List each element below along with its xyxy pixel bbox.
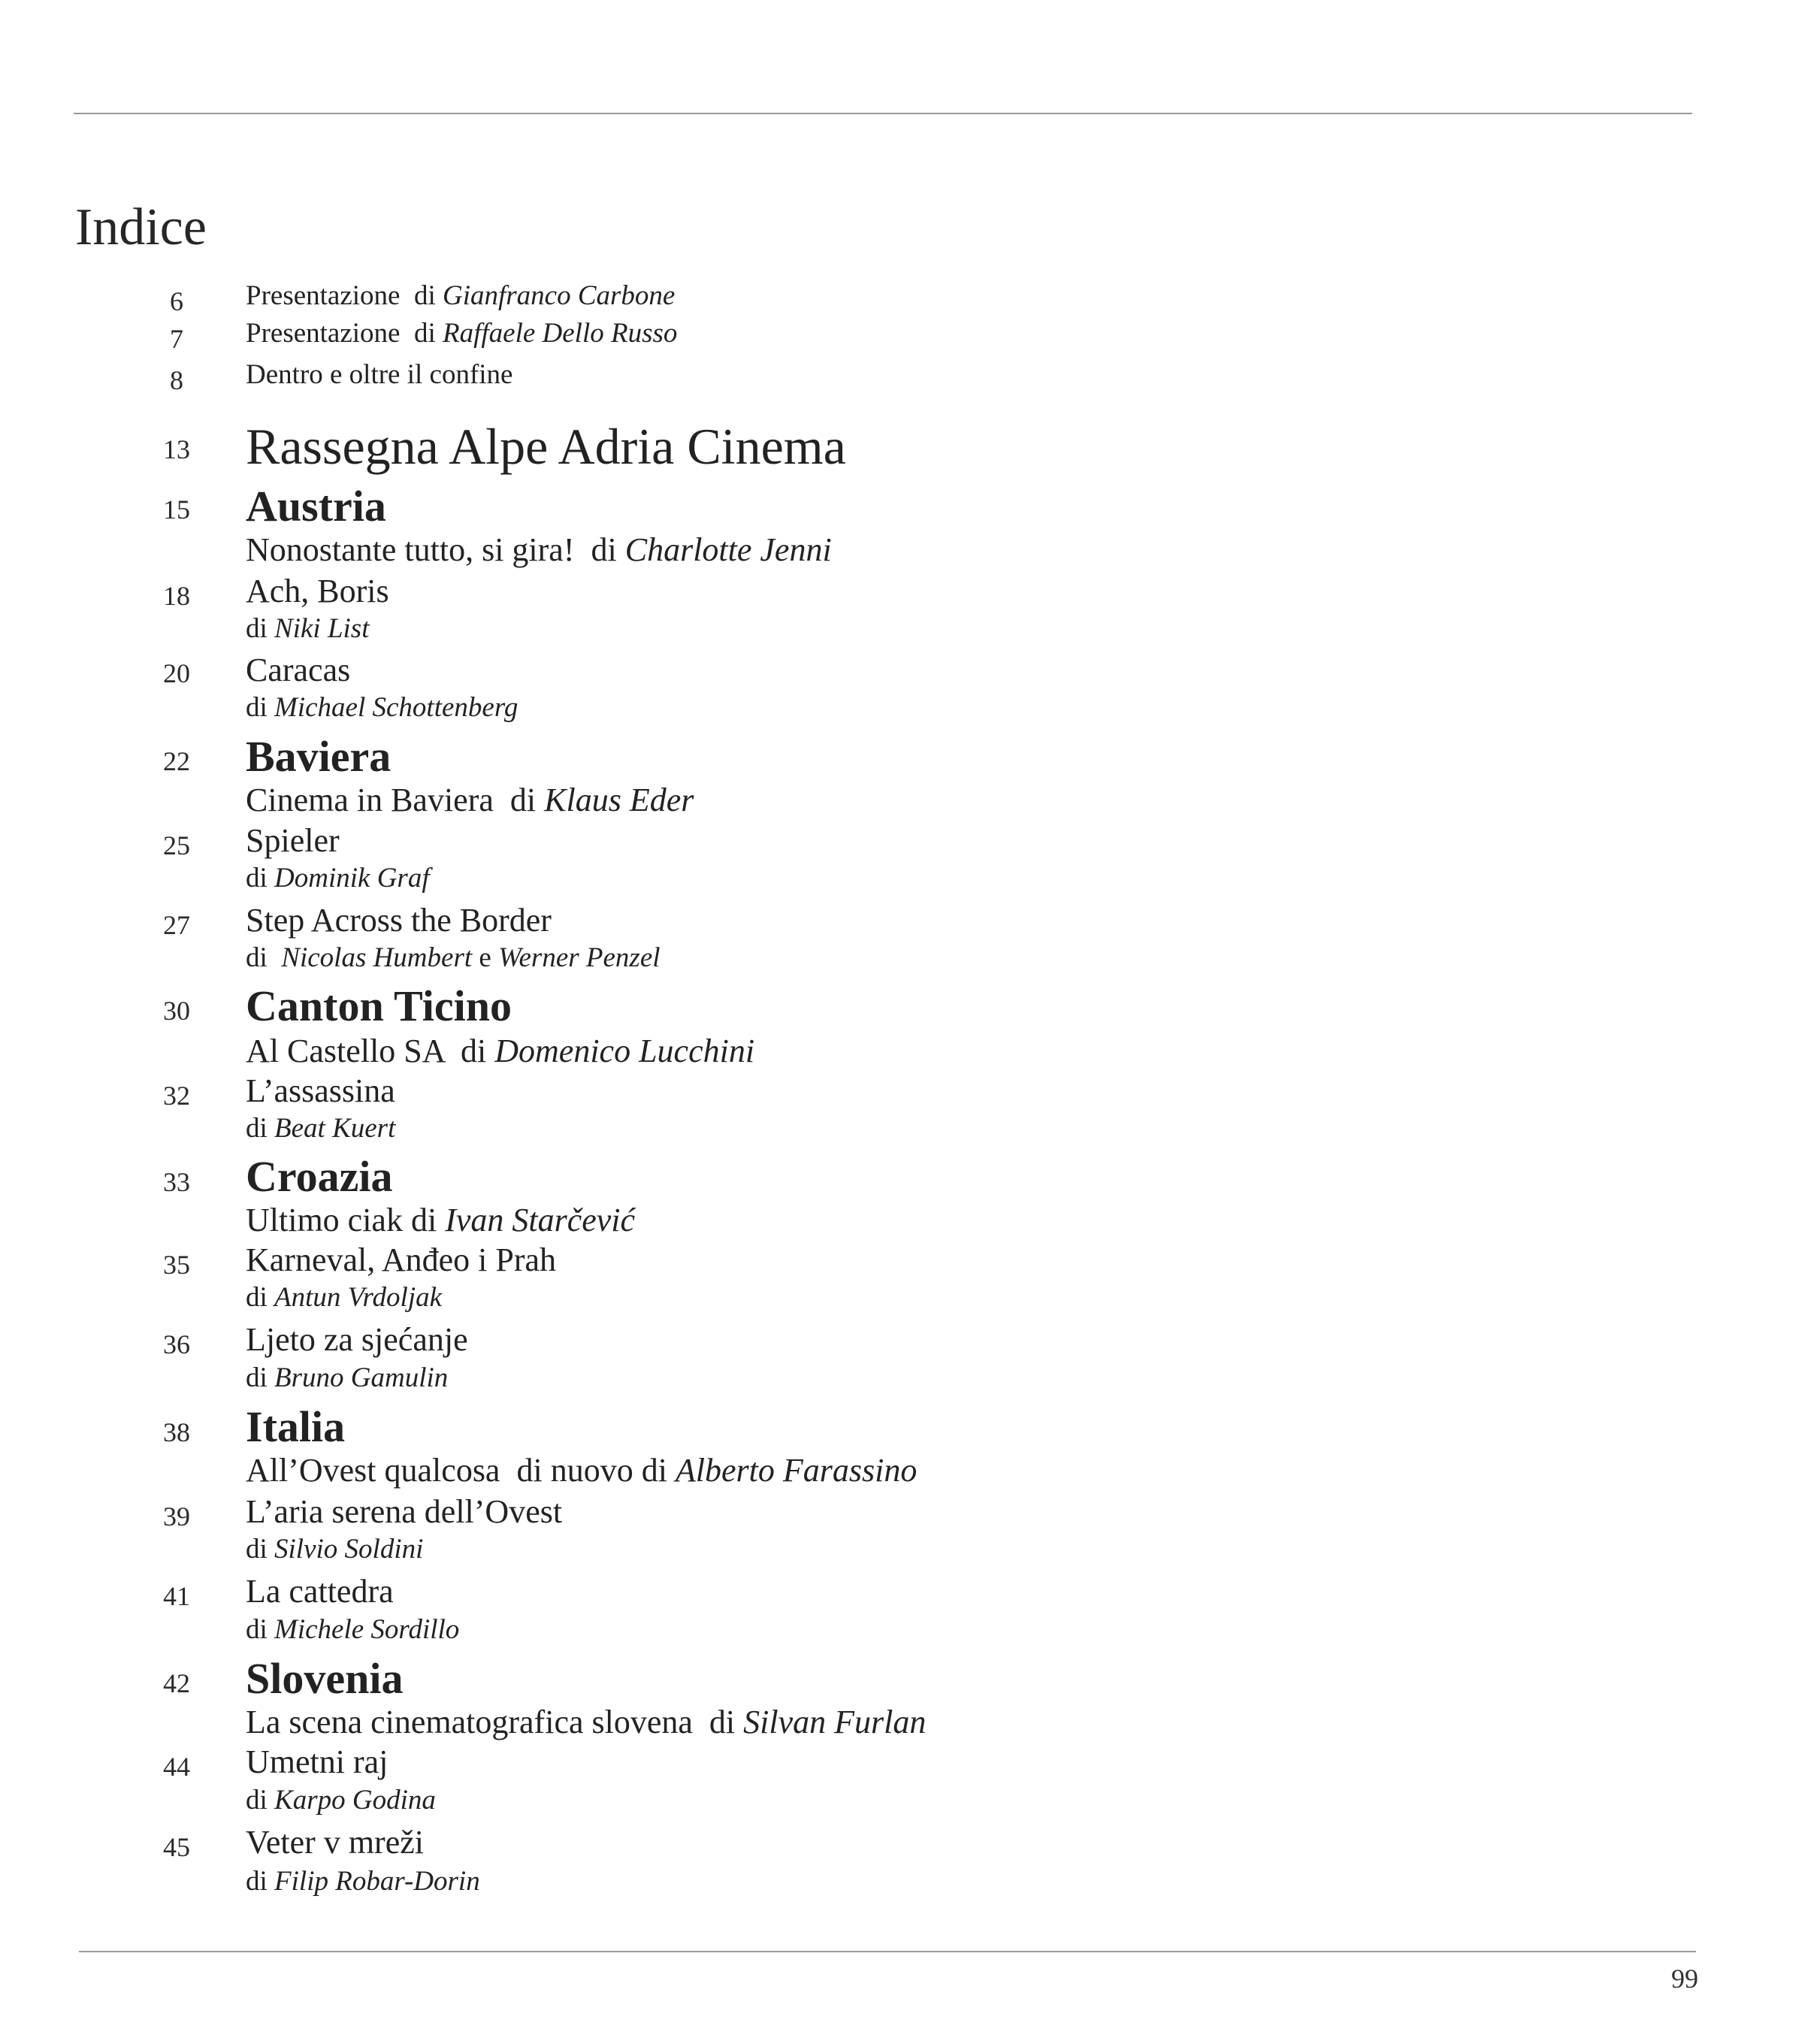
toc-page-number: 39 [163, 1501, 190, 1532]
toc-entry-text [246, 1535, 423, 1563]
toc-entry-title: di [246, 1614, 275, 1645]
toc-entry-text [246, 944, 661, 972]
toc-entry-text [246, 615, 369, 643]
toc-entry-title: Slovenia [246, 1654, 404, 1703]
toc-page-number: 20 [163, 658, 190, 688]
toc-page-number: 25 [163, 830, 190, 860]
toc-entry-author: Filip Robar-Dorin [274, 1866, 480, 1897]
toc-entry-text [246, 1364, 448, 1392]
toc-entry-author: Karpo Godina [274, 1785, 436, 1816]
toc-entry-title: Ljeto za sjećanje [246, 1321, 468, 1358]
toc-section-heading [246, 482, 386, 531]
toc-section-heading [246, 981, 512, 1030]
toc-entry-text [246, 1114, 395, 1142]
toc-entry-text [246, 1786, 436, 1814]
toc-entry-title: di [246, 692, 275, 723]
toc-entry-title: Croazia [246, 1152, 393, 1201]
toc-page-number: 44 [163, 1752, 190, 1782]
toc-entry-text [246, 1035, 754, 1068]
toc-entry-title: Al Castello SA di [246, 1033, 495, 1069]
toc-page-number: 36 [163, 1329, 190, 1359]
toc-entry-conjunction: e [472, 942, 499, 973]
toc-entry-author: Nicolas Humbert [281, 942, 473, 973]
toc-entry-text [246, 361, 512, 389]
toc-entry-text [246, 824, 340, 857]
toc-entry-title: di [246, 613, 275, 644]
toc-entry-text [246, 1204, 635, 1237]
toc-page-number: 13 [163, 434, 190, 464]
toc-entry-title: Veter v mreži [246, 1824, 424, 1861]
toc-entry-author: Domenico Lucchini [494, 1033, 755, 1069]
toc-part-heading [246, 418, 846, 475]
toc-entry-author: Antun Vrdoljak [274, 1282, 443, 1313]
toc-section-heading [246, 1402, 346, 1451]
toc-entry-title: Karneval, Anđeo i Prah [246, 1241, 556, 1278]
toc-entry-title: Ach, Boris [246, 573, 389, 609]
toc-entry-author: Dominik Graf [274, 863, 430, 894]
toc-entry-title: di [246, 863, 275, 894]
toc-entry-title: Spieler [246, 822, 340, 859]
toc-section-heading [246, 732, 392, 781]
toc-entry-author: Silvan Furlan [743, 1704, 927, 1740]
toc-entry-text [246, 1284, 442, 1311]
toc-entry-author: Bruno Gamulin [274, 1362, 449, 1393]
toc-entry-title: Rassegna Alpe Adria Cinema [246, 418, 846, 475]
toc-entry-text [246, 654, 350, 687]
toc-entry-text [246, 575, 389, 608]
toc-page-number: 41 [163, 1581, 190, 1611]
toc-entry-title: Baviera [246, 732, 392, 781]
toc-page-number: 42 [163, 1668, 190, 1698]
toc-entry-title: di [246, 1362, 275, 1393]
toc-page-number: 45 [163, 1832, 190, 1862]
toc-entry-author: Michele Sordillo [274, 1614, 460, 1645]
toc-entry-author: Gianfranco Carbone [443, 280, 676, 311]
toc-entry-text [246, 1072, 395, 1109]
toc-section-heading [246, 1152, 393, 1201]
toc-entry-text [246, 1323, 468, 1356]
page-title: Indice [75, 198, 207, 256]
toc-entry-author: Raffaele Dello Russo [443, 318, 678, 349]
toc-page-number: 15 [163, 494, 190, 525]
toc-entry-title: di [246, 1785, 275, 1816]
toc-entry-title: L’aria serena dell’Ovest [246, 1493, 563, 1530]
toc-entry-title: Dentro e oltre il confine [246, 359, 513, 390]
toc-entry-title: Cinema in Baviera di [246, 782, 545, 818]
toc-entry-title: Italia [246, 1402, 346, 1451]
toc-entry-text [246, 319, 677, 347]
toc-section-heading [246, 1654, 404, 1703]
toc-entry-author: Michael Schottenberg [274, 692, 518, 723]
toc-entry-author: Silvio Soldini [274, 1534, 424, 1565]
toc-page-number: 27 [163, 910, 190, 940]
toc-page-number: 7 [170, 324, 183, 354]
toc-entry-author: Werner Penzel [498, 942, 661, 973]
toc-entry-title: L’assassina [246, 1072, 395, 1109]
toc-page-number: 18 [163, 581, 190, 611]
toc-entry-text [246, 1241, 556, 1278]
toc-entry-author: Charlotte Jenni [624, 531, 832, 568]
toc-entry-author: Alberto Farassino [675, 1452, 918, 1489]
toc-entry-title: di [246, 1282, 275, 1313]
toc-entry-title: di [246, 942, 282, 973]
toc-entry-text [246, 1867, 480, 1895]
toc-entry-text [246, 1706, 926, 1739]
toc-entry-text [246, 282, 675, 310]
toc-entry-title: Step Across the Border [246, 902, 552, 939]
toc-entry-author: Ivan Starčević [445, 1202, 636, 1238]
toc-entry-title: Umetni raj [246, 1743, 388, 1780]
bottom-rule [79, 1951, 1696, 1952]
toc-entry-text [246, 1575, 394, 1608]
toc-page-number: 6 [170, 286, 183, 316]
toc-entry-title: Canton Ticino [246, 981, 512, 1030]
toc-entry-title: La cattedra [246, 1573, 394, 1610]
toc-entry-text [246, 1826, 424, 1859]
toc-entry-text [246, 1743, 388, 1780]
toc-entry-author: Niki List [274, 613, 370, 644]
toc-entry-title: di [246, 1866, 275, 1897]
toc-entry-author: Klaus Eder [544, 782, 694, 818]
toc-entry-text [246, 1454, 917, 1487]
toc-entry-title: di [246, 1534, 275, 1565]
toc-entry-title: Caracas [246, 652, 351, 688]
toc-page-number: 38 [163, 1417, 190, 1447]
toc-entry-text [246, 864, 430, 892]
toc-entry-title: All’Ovest qualcosa di nuovo di [246, 1452, 676, 1489]
toc-page-number: 8 [170, 365, 183, 395]
toc-entry-text [246, 1495, 562, 1528]
toc-entry-text [246, 694, 518, 721]
toc-entry-title: Nonostante tutto, si gira! di [246, 531, 625, 568]
toc-entry-author: Beat Kuert [274, 1113, 396, 1144]
toc-entry-title: Ultimo ciak di [246, 1202, 446, 1238]
toc-entry-title: Presentazione di [246, 318, 443, 349]
page-number: 99 [1671, 1964, 1698, 1994]
toc-entry-text [246, 904, 552, 937]
toc-page-number: 33 [163, 1167, 190, 1197]
toc-entry-title: di [246, 1113, 275, 1144]
toc-entry-text [246, 784, 694, 817]
toc-page-number: 30 [163, 996, 190, 1026]
toc-entry-title: Presentazione di [246, 280, 443, 311]
toc-entry-title: Austria [246, 482, 386, 531]
toc-page-number: 35 [163, 1250, 190, 1280]
toc-entry-text [246, 1616, 459, 1643]
toc-entry-title: La scena cinematografica slovena di [246, 1704, 744, 1740]
toc-page-number: 32 [163, 1081, 190, 1111]
toc-page-number: 22 [163, 746, 190, 776]
toc-entry-text [246, 531, 832, 568]
